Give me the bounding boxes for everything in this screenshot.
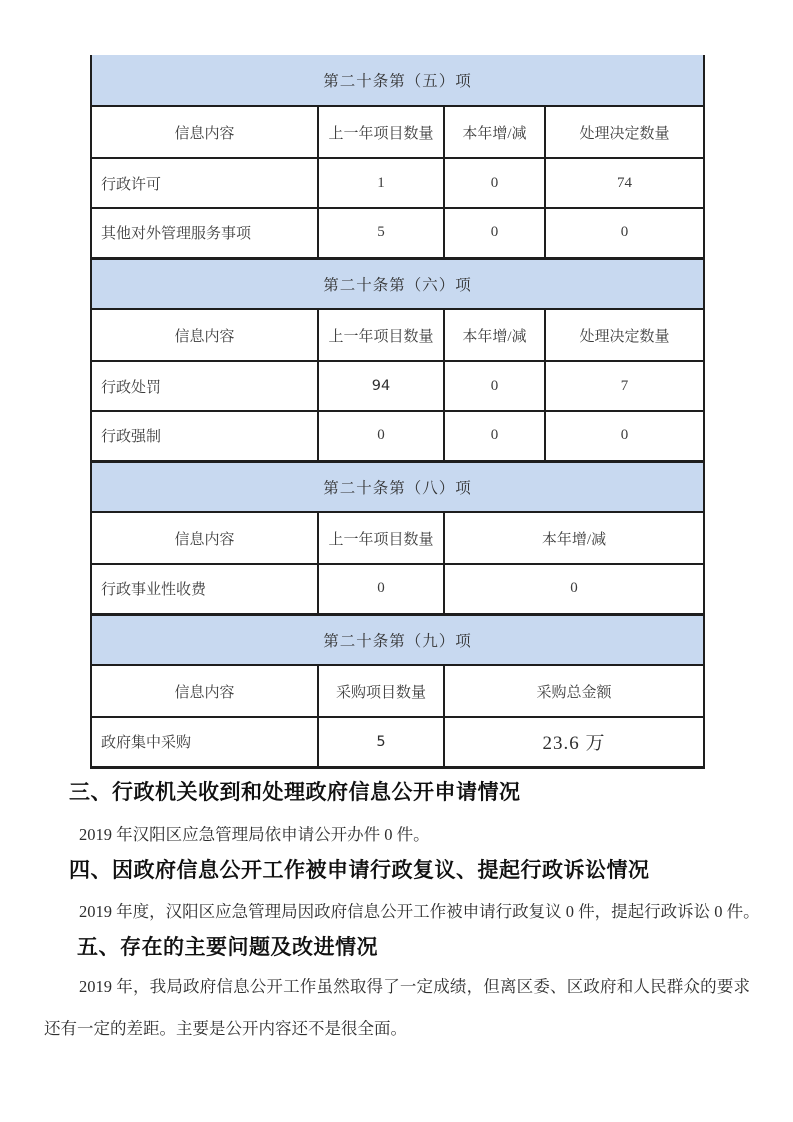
column-header: 处理决定数量 xyxy=(545,309,704,361)
column-header: 处理决定数量 xyxy=(545,106,704,158)
table-row xyxy=(91,411,704,461)
table-row xyxy=(91,564,704,614)
column-header: 信息内容 xyxy=(91,106,318,158)
cell-value: 1 xyxy=(318,158,444,208)
header-row xyxy=(91,309,704,361)
row-label: 政府集中采购 xyxy=(91,717,318,767)
table-row xyxy=(91,158,704,208)
column-header: 上一年项目数量 xyxy=(318,309,444,361)
column-header: 本年增/减 xyxy=(444,309,545,361)
column-header: 本年增/减 xyxy=(444,106,545,158)
cell-value: 0 xyxy=(444,564,704,614)
cell-value: 23.6 万 xyxy=(444,717,704,767)
cell-value: 0 xyxy=(444,208,545,258)
section-paragraph-main-problems: 2019 年，我局政府信息公开工作虽然取得了一定成绩，但离区委、区政府和人民群众的要求还有一定的差距。主要是公开内容还不是很全面。 xyxy=(44,977,750,1038)
band-row-article20-item9 xyxy=(91,614,704,665)
cell-value: 74 xyxy=(545,158,704,208)
band-title: 第二十条第（九）项 xyxy=(91,614,704,665)
cell-value: 94 xyxy=(318,361,444,411)
band-title: 第二十条第（五）项 xyxy=(91,55,704,106)
header-row xyxy=(91,106,704,158)
section-paragraph-requests-received: 2019 年汉阳区应急管理局依申请公开办件 0 件。 xyxy=(79,825,430,844)
row-label: 其他对外管理服务事项 xyxy=(91,208,318,258)
section-heading-requests-received: 三、行政机关收到和处理政府信息公开申请情况 xyxy=(69,781,521,804)
band-row-article20-item6 xyxy=(91,258,704,309)
column-header: 上一年项目数量 xyxy=(318,106,444,158)
column-header: 上一年项目数量 xyxy=(318,512,444,564)
cell-value: 0 xyxy=(444,158,545,208)
band-row-article20-item8 xyxy=(91,461,704,512)
column-header: 采购项目数量 xyxy=(318,665,444,717)
cell-value: 0 xyxy=(545,411,704,461)
header-row xyxy=(91,512,704,564)
row-label: 行政处罚 xyxy=(91,361,318,411)
band-title: 第二十条第（六）项 xyxy=(91,258,704,309)
disclosure-statistics-table xyxy=(90,55,705,769)
cell-value: 7 xyxy=(545,361,704,411)
section-paragraph-reconsideration-litigation: 2019 年度，汉阳区应急管理局因政府信息公开工作被申请行政复议 0 件，提起行政诉讼 0 件。 xyxy=(79,902,760,921)
cell-value: 0 xyxy=(444,361,545,411)
band-title: 第二十条第（八）项 xyxy=(91,461,704,512)
cell-value: 0 xyxy=(444,411,545,461)
header-row xyxy=(91,665,704,717)
table-row xyxy=(91,717,704,767)
row-label: 行政强制 xyxy=(91,411,318,461)
band-row-article20-item5 xyxy=(91,55,704,106)
row-label: 行政事业性收费 xyxy=(91,564,318,614)
table-row xyxy=(91,208,704,258)
column-header: 信息内容 xyxy=(91,512,318,564)
cell-value: 0 xyxy=(318,564,444,614)
cell-value: 5 xyxy=(318,717,444,767)
section-heading-reconsideration-litigation: 四、因政府信息公开工作被申请行政复议、提起行政诉讼情况 xyxy=(69,859,650,882)
table-row xyxy=(91,361,704,411)
cell-value: 5 xyxy=(318,208,444,258)
column-header: 本年增/减 xyxy=(444,512,704,564)
column-header: 采购总金额 xyxy=(444,665,704,717)
column-header: 信息内容 xyxy=(91,665,318,717)
row-label: 行政许可 xyxy=(91,158,318,208)
cell-value: 0 xyxy=(318,411,444,461)
column-header: 信息内容 xyxy=(91,309,318,361)
section-heading-main-problems: 五、存在的主要问题及改进情况 xyxy=(77,936,378,959)
cell-value: 0 xyxy=(545,208,704,258)
